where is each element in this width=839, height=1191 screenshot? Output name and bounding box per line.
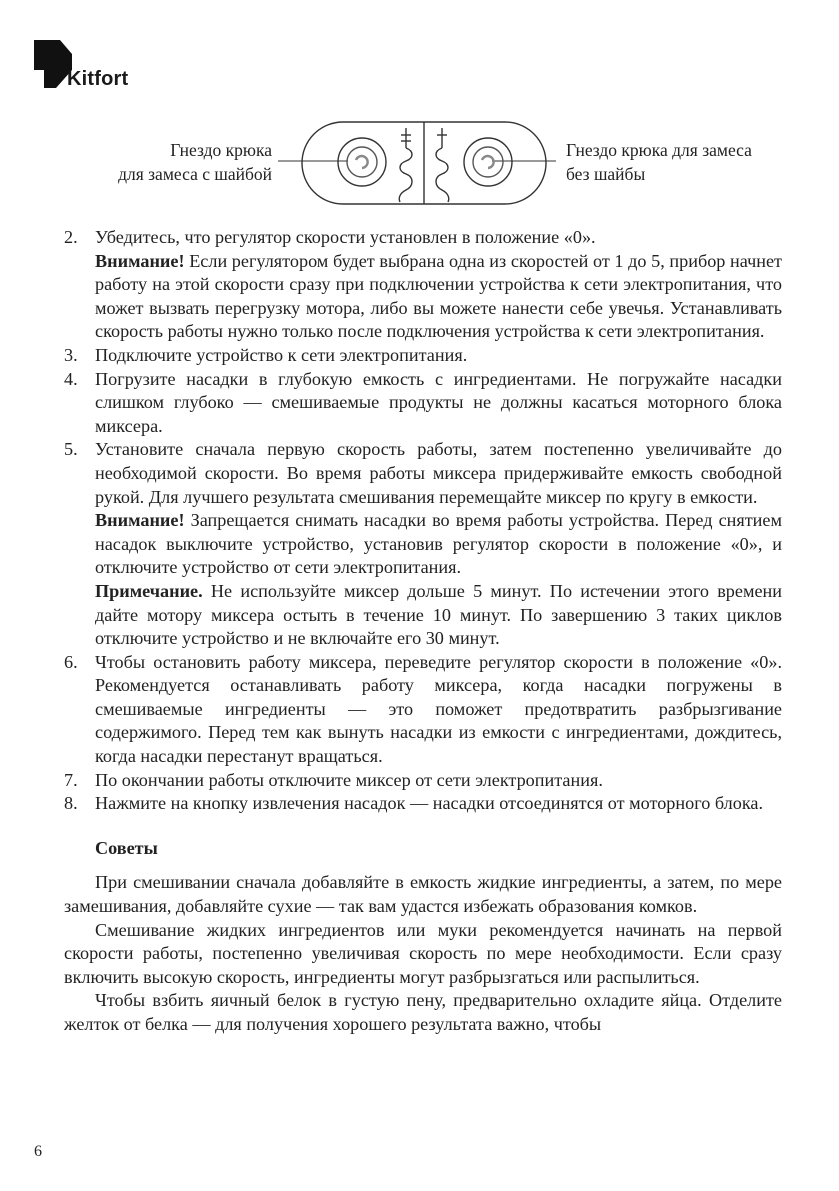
left-socket-caption: Гнездо крюка для замеса с шайбой (118, 140, 272, 184)
tips-paragraph: Смешивание жидких ингредиентов или муки рекомендуется начинать на первой скорости работы, постепенно увеличивая скорость по мере необходимости. Если сразу включить высокую скорость, ингредиенты могут разбрызгаться или распылиться. (64, 919, 782, 987)
right-socket-caption: Гнездо крюка для замеса без шайбы (566, 140, 752, 184)
list-item: 3. Подключите устройство к сети электропитания. (64, 344, 468, 365)
tips-paragraph: При смешивании сначала добавляйте в емкость жидкие ингредиенты, а затем, по мере замешивания, добавляйте сухие — так вам удастся избежать образования комков. (64, 872, 782, 917)
list-item: 4. Погрузите насадки в глубокую емкость с ингредиентами. Не погружайте насадки слишком глубоко — смешиваемые продукты не должны касаться моторного блока миксера. (64, 368, 782, 436)
list-item: 2. Убедитесь, что регулятор скорости установлен в положение «0». (64, 227, 596, 247)
brand-name: Kitfort (67, 68, 129, 90)
list-item: 8. Нажмите на кнопку извлечения насадок — насадки отсоединятся от моторного блока. (64, 793, 764, 814)
tips-paragraph: Чтобы взбить яичный белок в густую пену, предварительно охладите яйца. Отделите желток от белка — для получения хорошего результата важно, чтобы (64, 990, 782, 1034)
list-item: 7. По окончании работы отключите миксер от сети электропитания. (64, 769, 603, 790)
warning-note: Внимание! Если регулятором будет выбрана одна из скоростей от 1 до 5, прибор начнет работу на этой скорости сразу при подключении устройства к сети электропитания, что может вызвать перегрузку мотора, либо вы можете нанести себе увечья. Устанавливать скорость работы нужно только после подключения устройства к сети электропитания. (95, 250, 783, 342)
tips-heading: Советы (95, 837, 158, 858)
page-number: 6 (34, 1143, 42, 1160)
warning-note: Внимание! Запрещается снимать насадки во время работы устройства. Перед снятием насадок выключите устройство, установив регулятор скорости в положение «0», и отключите устройство от сети электропитания. (95, 510, 782, 578)
list-item: 6. Чтобы остановить работу миксера, переведите регулятор скорости в положение «0». Рекомендуется останавливать работу миксера, когда насадки погружены в смешиваемые ингредиенты — это поможет предотвратить разбрызгивание содержимого. Перед тем как вынуть насадки из емкости с ингредиентами, дождитесь, когда насадки перестанут вращаться. (64, 651, 782, 767)
list-item: 5. Установите сначала первую скорость работы, затем постепенно увеличивайте до необходимой скорости. Во время работы миксера придерживайте емкость свободной рукой. Для лучшего результата смешивания перемещайте миксер по кругу в емкости. (64, 439, 782, 507)
instructions-body (64, 226, 782, 1037)
note: Примечание. Не используйте миксер дольше 5 минут. По истечении этого времени дайте мотору миксера остыть в течение 10 минут. По завершению 3 таких циклов отключите устройство и не включайте его 30 минут. (95, 580, 782, 649)
